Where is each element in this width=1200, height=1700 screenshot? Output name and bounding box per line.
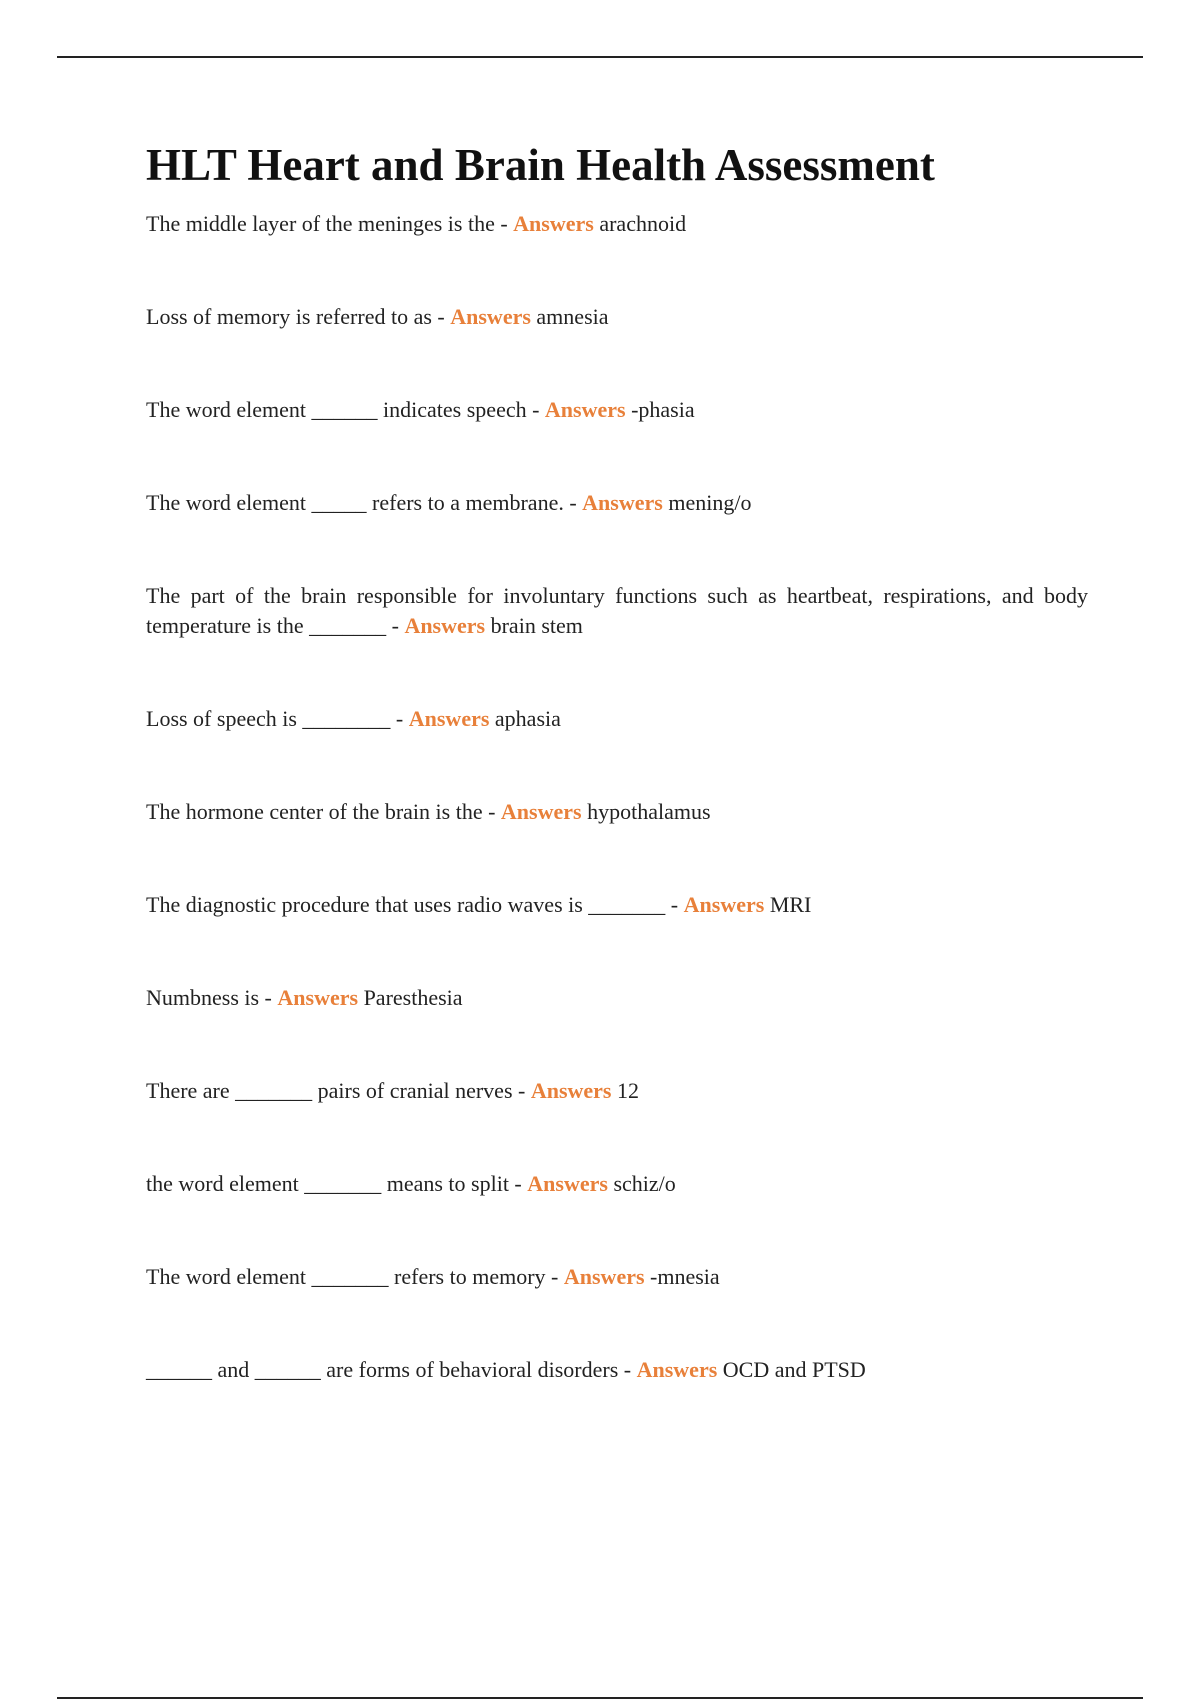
answer-text: MRI: [769, 891, 812, 917]
question-text: the word element _______ means to split -: [146, 1170, 522, 1196]
qa-item: [146, 488, 1088, 518]
top-rule: [57, 56, 1143, 58]
question-text: The word element _______ refers to memory -: [146, 1263, 559, 1289]
qa-item: [146, 1355, 1088, 1385]
answers-label: Answers: [530, 1077, 612, 1103]
qa-item: [146, 209, 1088, 239]
qa-item: [146, 1076, 1088, 1106]
question-text: There are _______ pairs of cranial nerves -: [146, 1077, 526, 1103]
answer-text: OCD and PTSD: [722, 1356, 866, 1382]
qa-list: [146, 209, 1088, 1385]
qa-item: [146, 395, 1088, 425]
question-text: The part of the brain responsible for involuntary functions such as heartbeat, respirations, and body temperature is the _______ -: [146, 582, 1088, 638]
answer-text: 12: [617, 1077, 639, 1103]
answers-label: Answers: [277, 984, 359, 1010]
answers-label: Answers: [582, 489, 663, 515]
question-text: The diagnostic procedure that uses radio waves is _______ -: [146, 891, 679, 917]
question-text: The middle layer of the meninges is the -: [146, 210, 508, 236]
bottom-rule: [57, 1697, 1143, 1699]
qa-item: [146, 983, 1088, 1013]
question-text: The hormone center of the brain is the -: [146, 798, 496, 824]
qa-item: [146, 302, 1088, 332]
question-text: ______ and ______ are forms of behavioral disorders -: [146, 1356, 632, 1382]
answer-text: -phasia: [631, 396, 695, 422]
qa-item: [146, 890, 1088, 920]
question-text: The word element _____ refers to a membrane. -: [146, 489, 577, 515]
qa-item: [146, 1169, 1088, 1199]
answer-text: -mnesia: [650, 1263, 720, 1289]
answers-label: Answers: [450, 303, 531, 329]
document-body: [146, 140, 1088, 1448]
answer-text: arachnoid: [599, 210, 687, 236]
answer-text: hypothalamus: [587, 798, 711, 824]
qa-item: [146, 1262, 1088, 1292]
qa-item: [146, 581, 1088, 641]
answers-label: Answers: [513, 210, 594, 236]
answer-text: brain stem: [490, 612, 583, 638]
answer-text: aphasia: [494, 705, 561, 731]
answer-text: amnesia: [536, 303, 609, 329]
answer-text: Paresthesia: [363, 984, 463, 1010]
answers-label: Answers: [544, 396, 626, 422]
answer-text: schiz/o: [613, 1170, 676, 1196]
answers-label: Answers: [563, 1263, 645, 1289]
question-text: Numbness is -: [146, 984, 272, 1010]
answer-text: mening/o: [668, 489, 752, 515]
answers-label: Answers: [408, 705, 490, 731]
document-title: HLT Heart and Brain Health Assessment: [146, 140, 935, 190]
question-text: The word element ______ indicates speech -: [146, 396, 540, 422]
answers-label: Answers: [683, 891, 765, 917]
question-text: Loss of memory is referred to as -: [146, 303, 445, 329]
answers-label: Answers: [404, 612, 486, 638]
question-text: Loss of speech is ________ -: [146, 705, 404, 731]
answers-label: Answers: [500, 798, 582, 824]
qa-item: [146, 704, 1088, 734]
answers-label: Answers: [636, 1356, 718, 1382]
answers-label: Answers: [527, 1170, 608, 1196]
qa-item: [146, 797, 1088, 827]
